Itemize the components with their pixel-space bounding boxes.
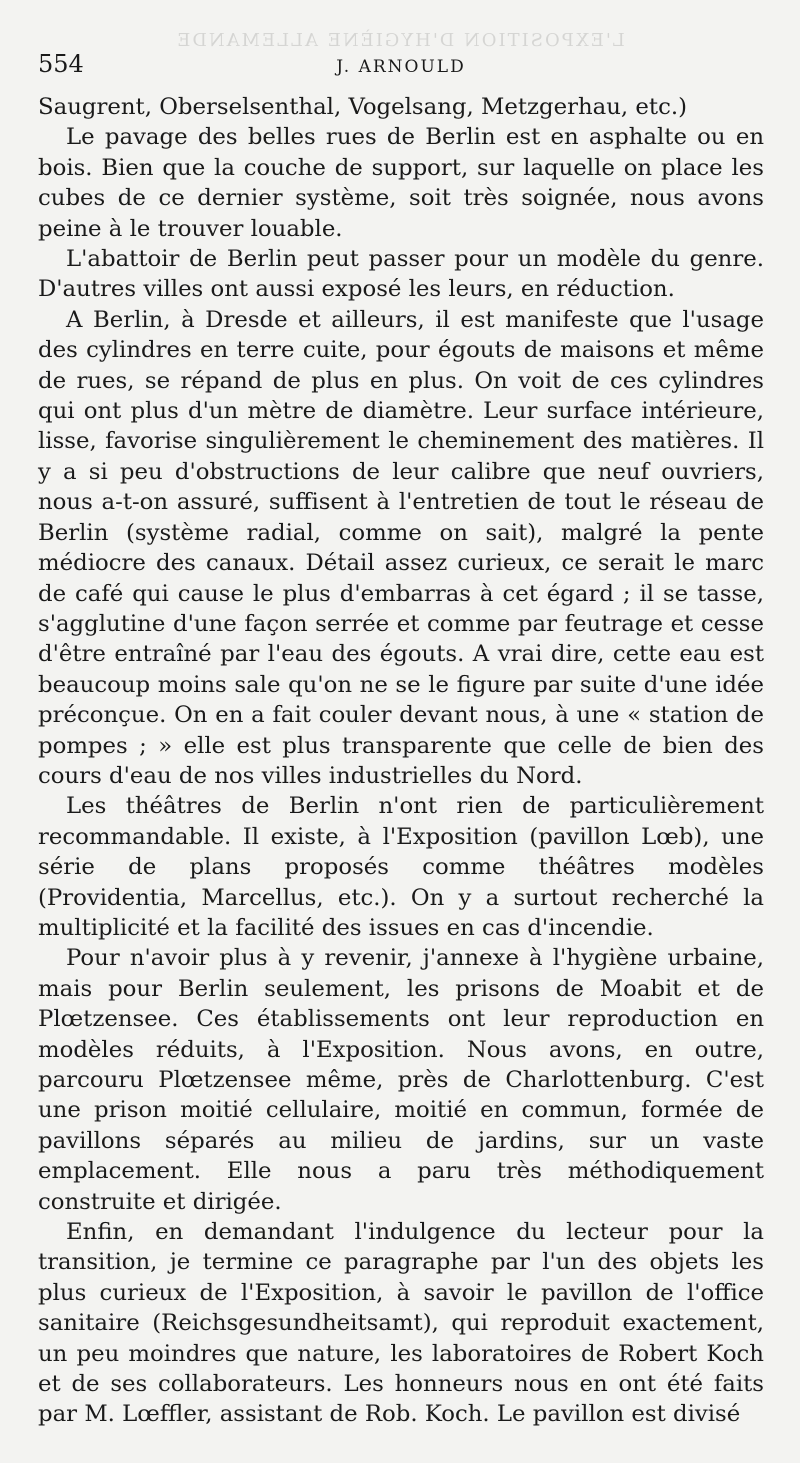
paragraph-cylindres: A Berlin, à Dresde et ailleurs, il est manifeste que l'usage des cylindres en terre cuite, pour égouts de maisons et même de rues, se répand de plus en plus. On voit de ces cylindres qui ont plus d'un mètre de diamètre. Leur surface intérieure, lisse, favorise singulièrement le cheminement des matières. Il y a si peu d'obstructions de leur calibre que neuf ouvriers, nous a-t-on assuré, suffisent à l'entretien de tout le réseau de Berlin (système radial, comme on sait), malgré la pente médiocre des canaux. Détail assez curieux, ce serait le marc de café qui cause le plus d'embarras à cet égard ; il se tasse, s'agglutine d'une façon serrée et comme par feutrage et cesse d'être entraîné par l'eau des égouts. A vrai dire, cette eau est beaucoup moins sale qu'on ne se le figure par suite d'une idée préconçue. On en a fait couler devant nous, à une « station de pompes ; » elle est plus transparente que celle de bien des cours d'eau de nos villes industrielles du Nord. (38, 306, 764, 789)
bleed-through-text: L'EXPOSITION D'HYGIÈNE ALLEMANDE (175, 30, 625, 51)
page-header (38, 50, 764, 92)
paragraph-pavillon: Enfin, en demandant l'indulgence du lecteur pour la transition, je termine ce paragraphe par l'un des objets les plus curieux de l'Exposition, à savoir le pavillon de l'office sanitaire (Reichsgesundheitsamt), qui reproduit exactement, un peu moindres que nature, les laboratoires de Robert Koch et de ses collaborateurs. Les honneurs nous en ont été faits par M. Lœffler, assistant de Rob. Koch. Le pavillon est divisé (38, 1219, 764, 1428)
paragraph-pavage: Le pavage des belles rues de Berlin est en asphalte ou en bois. Bien que la couche de support, sur laquelle on place les cubes de ce dernier système, soit très soignée, nous avons peine à le trouver louable. (38, 124, 764, 242)
paragraph-theatres: Les théâtres de Berlin n'ont rien de particulièrement recommandable. Il existe, à l'Exposition (pavillon Lœb), une série de plans proposés comme théâtres modèles (Providentia, Marcellus, etc.). On y a surtout recherché la multiplicité et la facilité des issues en cas d'incendie. (38, 793, 764, 941)
paragraph-prisons: Pour n'avoir plus à y revenir, j'annexe à l'hygiène urbaine, mais pour Berlin seulement, les prisons de Moabit et de Plœtzensee. Ces établissements ont leur reproduction en modèles réduits, à l'Exposition. Nous avons, en outre, parcouru Plœtzensee même, près de Charlottenburg. C'est une prison moitié cellulaire, moitié en commun, formée de pavillons séparés au milieu de jardins, sur un vaste emplacement. Elle nous a paru très méthodiquement construite et dirigée. (38, 945, 764, 1215)
paragraph-abattoir: L'abattoir de Berlin peut passer pour un modèle du genre. D'autres villes ont aussi exposé les leurs, en réduction. (38, 246, 764, 303)
running-head: J. ARNOULD (336, 57, 466, 77)
paragraph-continued: Saugrent, Oberselsenthal, Vogelsang, Metzgerhau, etc.) (38, 94, 687, 120)
body-text (38, 92, 764, 1430)
page-number: 554 (38, 50, 84, 78)
